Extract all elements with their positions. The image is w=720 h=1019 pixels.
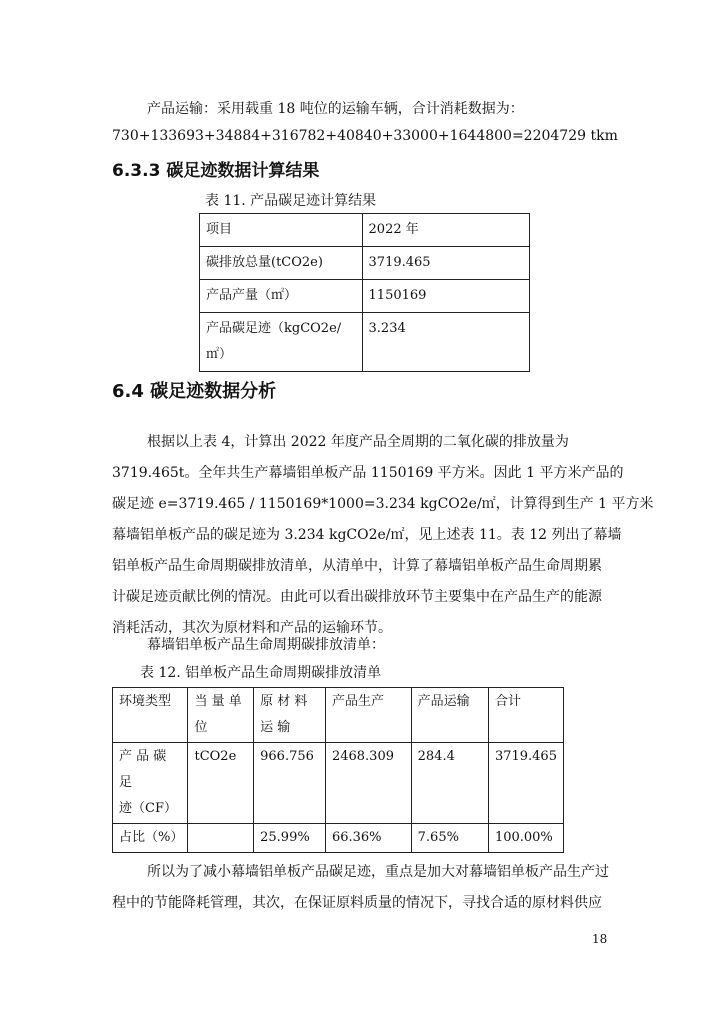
table-11-caption: 表 11. 产品碳足迹计算结果 — [205, 193, 377, 209]
transport-line-2: 730+133693+34884+316782+40840+33000+1644800=2204729 tkm — [112, 128, 618, 144]
transport-line-1: 产品运输：采用载重 18 吨位的运输车辆，合计消耗数据为： — [147, 101, 524, 117]
table-cell: 项目 — [200, 214, 363, 247]
table-cell: 3719.465 — [488, 743, 563, 824]
table-cell: 产品碳足迹（kgCO2e/㎡） — [200, 313, 363, 372]
table-cell: 碳排放总量(tCO2e) — [200, 247, 363, 280]
table-cell: 66.36% — [325, 824, 411, 853]
table-row — [113, 824, 564, 853]
table-header-cell: 产品生产 — [325, 688, 411, 743]
table-12-caption: 表 12. 铝单板产品生命周期碳排放清单 — [140, 665, 382, 681]
analysis-line: 根据以上表 4，计算出 2022 年度产品全周期的二氧化碳的排放量为 — [147, 434, 569, 450]
table-row — [200, 280, 530, 313]
analysis-line: 碳足迹 e=3719.465 / 1150169*1000=3.234 kgCO2e/㎡，计算得到生产 1 平方米 — [112, 496, 654, 512]
table-row — [200, 214, 530, 247]
analysis-line: 消耗活动，其次为原材料和产品的运输环节。 — [112, 620, 392, 636]
table-header-cell: 环境类型 — [113, 688, 188, 743]
table-11 — [199, 213, 530, 372]
analysis-line: 计碳足迹贡献比例的情况。由此可以看出碳排放环节主要集中在产品生产的能源 — [112, 589, 602, 605]
table-header-cell: 当 量 单 位 — [188, 688, 254, 743]
table-row — [200, 313, 530, 372]
table-cell: 1150169 — [362, 280, 529, 313]
table-cell: 3.234 — [362, 313, 529, 372]
table-cell: 3719.465 — [362, 247, 529, 280]
table-cell: 966.756 — [254, 743, 326, 824]
table-header-cell: 合计 — [488, 688, 563, 743]
table-cell: 7.65% — [411, 824, 488, 853]
table-row — [200, 247, 530, 280]
analysis-line: 铝单板产品生命周期碳排放清单，从清单中，计算了幕墙铝单板产品生命周期累 — [112, 558, 602, 574]
table-cell: 2468.309 — [325, 743, 411, 824]
page-number: 18 — [592, 932, 608, 946]
analysis-line: 幕墙铝单板产品的碳足迹为 3.234 kgCO2e/㎡，见上述表 11。表 12 列出了幕墙 — [112, 527, 622, 543]
table-12 — [112, 687, 564, 853]
table-row — [113, 743, 564, 824]
table-cell: 占比（%） — [113, 824, 188, 853]
analysis-paragraph — [112, 427, 654, 644]
table-cell: 284.4 — [411, 743, 488, 824]
table-header-cell: 产品运输 — [411, 688, 488, 743]
table-cell: tCO2e — [188, 743, 254, 824]
table-cell: 25.99% — [254, 824, 326, 853]
list-title: 幕墙铝单板产品生命周期碳排放清单： — [147, 637, 385, 653]
conclusion-line: 程中的节能降耗管理，其次，在保证原料质量的情况下，寻找合适的原材料供应 — [112, 895, 602, 911]
table-cell: 产品产量（㎡） — [200, 280, 363, 313]
table-header-row — [113, 688, 564, 743]
section-heading-6-3-3: 6.3.3 碳足迹数据计算结果 — [112, 161, 320, 181]
conclusion-paragraph — [112, 857, 612, 919]
section-heading-6-4: 6.4 碳足迹数据分析 — [112, 381, 277, 402]
table-cell — [188, 824, 254, 853]
analysis-line: 3719.465t。全年共生产幕墙铝单板产品 1150169 平方米。因此 1 平方米产品的 — [112, 465, 624, 481]
table-cell: 产 品 碳 足 迹（CF） — [113, 743, 188, 824]
table-cell: 2022 年 — [362, 214, 529, 247]
conclusion-line: 所以为了减小幕墙铝单板产品碳足迹，重点是加大对幕墙铝单板产品生产过 — [147, 864, 609, 880]
table-header-cell: 原 材 料 运 输 — [254, 688, 326, 743]
table-cell: 100.00% — [488, 824, 563, 853]
